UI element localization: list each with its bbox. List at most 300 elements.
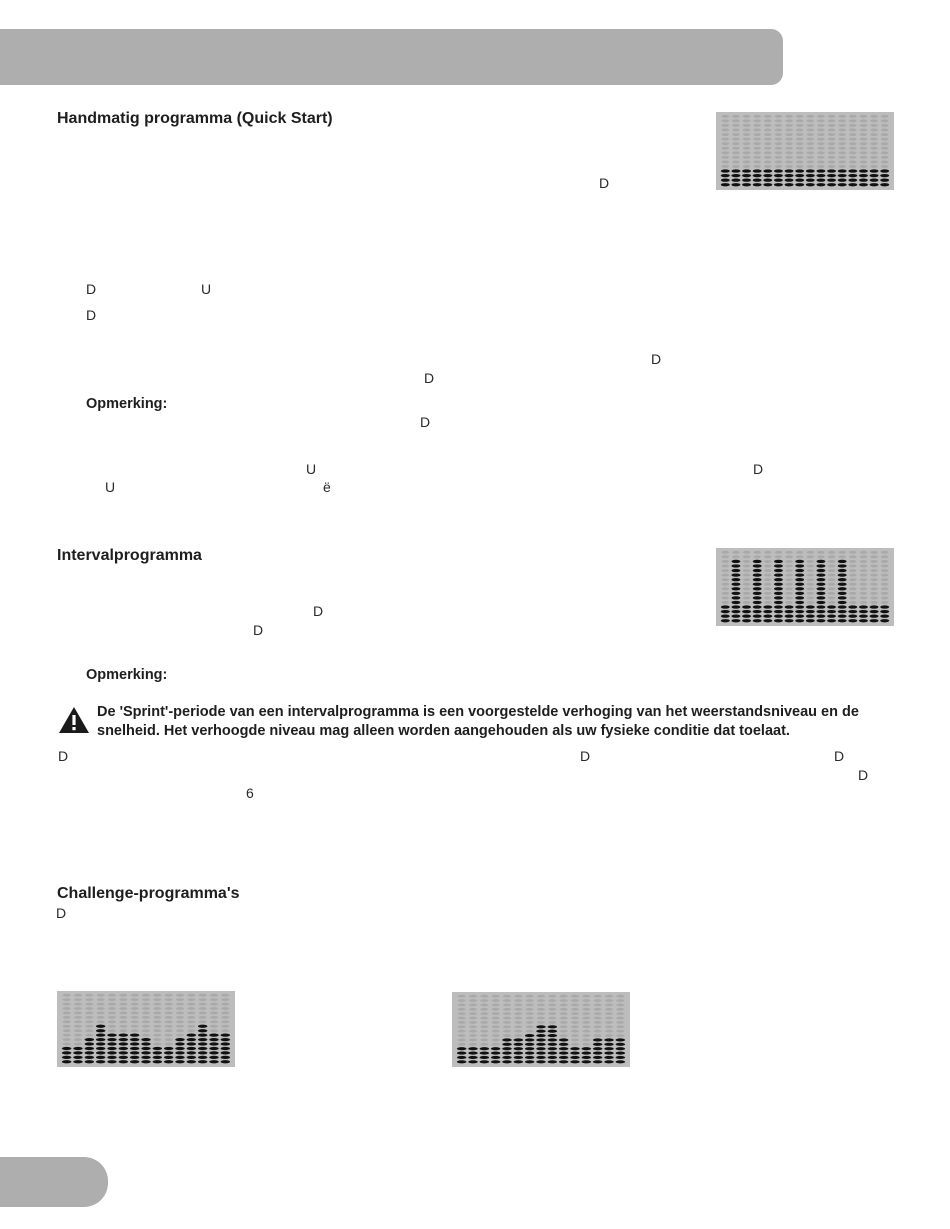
lcd-grid-dot	[142, 1003, 150, 1006]
lcd-grid-dot	[469, 995, 477, 998]
lcd-grid-dot	[849, 565, 857, 568]
lcd-grid-dot	[142, 998, 150, 1001]
lcd-grid-dot	[849, 583, 857, 586]
lcd-grid-dot	[743, 565, 751, 568]
lcd-grid-dot	[828, 156, 836, 159]
lcd-grid-dot	[743, 133, 751, 136]
lcd-lit-dot	[175, 1047, 185, 1050]
lcd-grid-dot	[153, 1007, 161, 1010]
lcd-grid-dot	[817, 115, 825, 118]
lcd-grid-dot	[785, 119, 793, 122]
lcd-grid-dot	[849, 551, 857, 554]
lcd-grid-dot	[97, 1003, 105, 1006]
lcd-grid-dot	[594, 1004, 602, 1007]
lcd-grid-dot	[743, 124, 751, 127]
lcd-lit-dot	[536, 1034, 546, 1037]
lcd-lit-dot	[785, 174, 794, 177]
lcd-grid-dot	[721, 160, 729, 163]
lcd-lit-dot	[502, 1051, 512, 1054]
lcd-grid-dot	[616, 1017, 624, 1020]
lcd-lit-dot	[559, 1047, 569, 1050]
profile-chart-challenge-2	[452, 992, 630, 1067]
lcd-grid-dot	[764, 119, 772, 122]
lcd-lit-dot	[164, 1056, 174, 1059]
text-fragment: D	[253, 622, 264, 638]
lcd-grid-dot	[458, 1012, 466, 1015]
lcd-grid-dot	[796, 160, 804, 163]
lcd-grid-dot	[775, 555, 783, 558]
lcd-grid-dot	[806, 583, 814, 586]
lcd-grid-dot	[806, 551, 814, 554]
lcd-lit-dot	[838, 605, 847, 608]
profile-chart-challenge-1	[57, 991, 235, 1067]
lcd-lit-dot	[107, 1056, 117, 1059]
lcd-lit-dot	[73, 1060, 83, 1063]
lcd-lit-dot	[870, 169, 879, 172]
lcd-grid-dot	[480, 1008, 488, 1011]
lcd-lit-dot	[795, 174, 804, 177]
lcd-grid-dot	[881, 115, 889, 118]
lcd-lit-dot	[209, 1060, 219, 1063]
lcd-grid-dot	[753, 142, 761, 145]
lcd-grid-dot	[153, 998, 161, 1001]
lcd-grid-dot	[817, 156, 825, 159]
lcd-grid-dot	[806, 555, 814, 558]
lcd-grid-dot	[806, 565, 814, 568]
lcd-lit-dot	[838, 179, 847, 182]
lcd-grid-dot	[560, 1021, 568, 1024]
lcd-grid-dot	[605, 999, 613, 1002]
lcd-lit-dot	[816, 174, 825, 177]
lcd-grid-dot	[849, 119, 857, 122]
lcd-grid-dot	[764, 151, 772, 154]
lcd-grid-dot	[849, 555, 857, 558]
lcd-grid-dot	[881, 574, 889, 577]
lcd-lit-dot	[859, 174, 868, 177]
lcd-grid-dot	[870, 124, 878, 127]
lcd-grid-dot	[221, 1029, 229, 1032]
lcd-grid-dot	[849, 587, 857, 590]
lcd-grid-dot	[817, 138, 825, 141]
lcd-grid-dot	[828, 129, 836, 132]
lcd-lit-dot	[753, 560, 762, 563]
lcd-lit-dot	[164, 1051, 174, 1054]
lcd-grid-dot	[85, 1025, 93, 1028]
lcd-grid-dot	[85, 994, 93, 997]
lcd-lit-dot	[816, 605, 825, 608]
lcd-grid-dot	[870, 565, 878, 568]
lcd-lit-dot	[593, 1047, 603, 1050]
lcd-grid-dot	[199, 994, 207, 997]
lcd-grid-dot	[514, 1034, 522, 1037]
lcd-lit-dot	[153, 1060, 163, 1063]
lcd-lit-dot	[491, 1047, 501, 1050]
lcd-grid-dot	[721, 560, 729, 563]
lcd-lit-dot	[130, 1051, 140, 1054]
lcd-lit-dot	[870, 615, 879, 618]
lcd-lit-dot	[742, 605, 751, 608]
lcd-lit-dot	[774, 564, 783, 567]
lcd-lit-dot	[468, 1056, 478, 1059]
lcd-grid-dot	[796, 129, 804, 132]
lcd-lit-dot	[502, 1038, 512, 1041]
lcd-lit-dot	[827, 183, 836, 186]
lcd-lit-dot	[187, 1060, 197, 1063]
lcd-grid-dot	[582, 1030, 590, 1033]
lcd-lit-dot	[795, 592, 804, 595]
lcd-lit-dot	[848, 179, 857, 182]
lcd-lit-dot	[763, 183, 772, 186]
lcd-grid-dot	[743, 156, 751, 159]
lcd-grid-dot	[548, 999, 556, 1002]
lcd-lit-dot	[870, 610, 879, 613]
lcd-lit-dot	[806, 183, 815, 186]
lcd-lit-dot	[721, 174, 730, 177]
lcd-lit-dot	[221, 1060, 231, 1063]
lcd-lit-dot	[838, 619, 847, 622]
lcd-grid-dot	[594, 1025, 602, 1028]
lcd-grid-dot	[753, 119, 761, 122]
lcd-grid-dot	[881, 142, 889, 145]
lcd-grid-dot	[817, 147, 825, 150]
lcd-grid-dot	[108, 1025, 116, 1028]
lcd-grid-dot	[764, 578, 772, 581]
lcd-grid-dot	[210, 1003, 218, 1006]
lcd-grid-dot	[806, 165, 814, 168]
lcd-grid-dot	[881, 147, 889, 150]
lcd-grid-dot	[142, 1029, 150, 1032]
lcd-lit-dot	[582, 1047, 592, 1050]
lcd-grid-dot	[514, 995, 522, 998]
lcd-lit-dot	[593, 1056, 603, 1059]
lcd-grid-dot	[817, 160, 825, 163]
lcd-lit-dot	[838, 615, 847, 618]
lcd-grid-dot	[108, 1020, 116, 1023]
lcd-lit-dot	[198, 1034, 208, 1037]
lcd-grid-dot	[870, 133, 878, 136]
lcd-lit-dot	[559, 1038, 569, 1041]
lcd-grid-dot	[526, 995, 534, 998]
lcd-grid-dot	[605, 1008, 613, 1011]
lcd-grid-dot	[605, 1021, 613, 1024]
lcd-grid-dot	[860, 160, 868, 163]
lcd-lit-dot	[880, 615, 889, 618]
lcd-grid-dot	[881, 160, 889, 163]
lcd-lit-dot	[795, 560, 804, 563]
lcd-lit-dot	[721, 619, 730, 622]
lcd-grid-dot	[131, 1025, 139, 1028]
lcd-grid-dot	[582, 1039, 590, 1042]
lcd-lit-dot	[753, 573, 762, 576]
lcd-lit-dot	[548, 1025, 558, 1028]
lcd-grid-dot	[743, 596, 751, 599]
lcd-lit-dot	[209, 1047, 219, 1050]
lcd-grid-dot	[142, 1025, 150, 1028]
lcd-grid-dot	[870, 147, 878, 150]
lcd-lit-dot	[785, 179, 794, 182]
lcd-grid-dot	[764, 565, 772, 568]
lcd-lit-dot	[62, 1051, 72, 1054]
lcd-grid-dot	[721, 151, 729, 154]
lcd-lit-dot	[870, 619, 879, 622]
lcd-grid-dot	[806, 578, 814, 581]
text-fragment: U	[306, 461, 317, 477]
lcd-grid-dot	[548, 1017, 556, 1020]
lcd-lit-dot	[859, 619, 868, 622]
lcd-lit-dot	[548, 1051, 558, 1054]
lcd-lit-dot	[731, 174, 740, 177]
lcd-grid-dot	[605, 1017, 613, 1020]
lcd-grid-dot	[732, 115, 740, 118]
lcd-grid-dot	[514, 1017, 522, 1020]
lcd-grid-dot	[176, 1029, 184, 1032]
lcd-grid-dot	[870, 160, 878, 163]
lcd-grid-dot	[605, 995, 613, 998]
lcd-grid-dot	[849, 138, 857, 141]
lcd-grid-dot	[860, 574, 868, 577]
lcd-grid-dot	[817, 124, 825, 127]
lcd-lit-dot	[816, 610, 825, 613]
lcd-lit-dot	[731, 605, 740, 608]
lcd-grid-dot	[582, 1017, 590, 1020]
lcd-lit-dot	[525, 1038, 535, 1041]
lcd-grid-dot	[131, 1012, 139, 1015]
lcd-lit-dot	[721, 615, 730, 618]
lcd-grid-dot	[74, 1038, 82, 1041]
lcd-lit-dot	[119, 1034, 129, 1037]
lcd-lit-dot	[525, 1034, 535, 1037]
lcd-grid-dot	[870, 551, 878, 554]
lcd-grid-dot	[806, 569, 814, 572]
lcd-lit-dot	[731, 573, 740, 576]
lcd-lit-dot	[753, 615, 762, 618]
lcd-lit-dot	[107, 1042, 117, 1045]
lcd-grid-dot	[817, 151, 825, 154]
lcd-grid-dot	[775, 551, 783, 554]
lcd-grid-dot	[221, 1025, 229, 1028]
lcd-lit-dot	[153, 1047, 163, 1050]
lcd-lit-dot	[806, 179, 815, 182]
lcd-lit-dot	[753, 578, 762, 581]
lcd-lit-dot	[221, 1047, 231, 1050]
lcd-grid-dot	[480, 1034, 488, 1037]
lcd-grid-dot	[785, 601, 793, 604]
lcd-grid-dot	[753, 129, 761, 132]
text-fragment: ë	[323, 479, 331, 495]
lcd-lit-dot	[457, 1051, 467, 1054]
lcd-grid-dot	[828, 124, 836, 127]
lcd-lit-dot	[198, 1029, 208, 1032]
lcd-grid-dot	[582, 1025, 590, 1028]
lcd-lit-dot	[753, 587, 762, 590]
lcd-lit-dot	[491, 1060, 501, 1063]
lcd-grid-dot	[764, 147, 772, 150]
lcd-grid-dot	[828, 601, 836, 604]
lcd-lit-dot	[880, 174, 889, 177]
lcd-grid-dot	[108, 1016, 116, 1019]
lcd-grid-dot	[775, 160, 783, 163]
lcd-grid-dot	[63, 998, 71, 1001]
lcd-grid-dot	[870, 129, 878, 132]
lcd-lit-dot	[457, 1060, 467, 1063]
lcd-grid-dot	[721, 138, 729, 141]
lcd-lit-dot	[838, 601, 847, 604]
lcd-grid-dot	[796, 119, 804, 122]
lcd-grid-dot	[828, 565, 836, 568]
lcd-grid-dot	[514, 1021, 522, 1024]
lcd-grid-dot	[492, 995, 500, 998]
lcd-grid-dot	[85, 1016, 93, 1019]
lcd-grid-dot	[210, 1016, 218, 1019]
lcd-grid-dot	[881, 578, 889, 581]
lcd-lit-dot	[816, 615, 825, 618]
lcd-grid-dot	[526, 999, 534, 1002]
lcd-grid-dot	[860, 151, 868, 154]
lcd-grid-dot	[526, 1025, 534, 1028]
lcd-grid-dot	[806, 115, 814, 118]
lcd-lit-dot	[795, 564, 804, 567]
lcd-lit-dot	[221, 1038, 231, 1041]
text-fragment: D	[599, 175, 610, 191]
lcd-grid-dot	[881, 565, 889, 568]
lcd-lit-dot	[753, 610, 762, 613]
lcd-grid-dot	[142, 1016, 150, 1019]
lcd-lit-dot	[548, 1043, 558, 1046]
lcd-grid-dot	[480, 1017, 488, 1020]
lcd-grid-dot	[785, 115, 793, 118]
lcd-lit-dot	[96, 1042, 106, 1045]
lcd-grid-dot	[753, 133, 761, 136]
text-fragment: D	[58, 748, 69, 764]
lcd-lit-dot	[593, 1051, 603, 1054]
lcd-lit-dot	[570, 1060, 580, 1063]
lcd-lit-dot	[774, 596, 783, 599]
lcd-grid-dot	[458, 1021, 466, 1024]
lcd-lit-dot	[536, 1025, 546, 1028]
lcd-grid-dot	[806, 156, 814, 159]
lcd-grid-dot	[480, 1030, 488, 1033]
lcd-lit-dot	[870, 179, 879, 182]
lcd-grid-dot	[870, 587, 878, 590]
lcd-grid-dot	[571, 1012, 579, 1015]
lcd-lit-dot	[198, 1025, 208, 1028]
lcd-grid-dot	[560, 1004, 568, 1007]
lcd-grid-dot	[775, 129, 783, 132]
lcd-grid-dot	[605, 1004, 613, 1007]
lcd-grid-dot	[594, 1012, 602, 1015]
lcd-grid-dot	[764, 551, 772, 554]
lcd-grid-dot	[881, 119, 889, 122]
lcd-grid-dot	[870, 142, 878, 145]
lcd-grid-dot	[210, 1029, 218, 1032]
lcd-grid-dot	[881, 560, 889, 563]
lcd-lit-dot	[96, 1034, 106, 1037]
lcd-grid-dot	[870, 569, 878, 572]
lcd-grid-dot	[753, 124, 761, 127]
lcd-grid-dot	[881, 133, 889, 136]
lcd-grid-dot	[828, 592, 836, 595]
lcd-lit-dot	[62, 1060, 72, 1063]
lcd-grid-dot	[108, 994, 116, 997]
lcd-lit-dot	[96, 1047, 106, 1050]
lcd-grid-dot	[153, 1043, 161, 1046]
lcd-grid-dot	[828, 583, 836, 586]
lcd-lit-dot	[870, 183, 879, 186]
lcd-lit-dot	[721, 169, 730, 172]
text-fragment: D	[313, 603, 324, 619]
lcd-grid-dot	[743, 560, 751, 563]
lcd-grid-dot	[537, 1008, 545, 1011]
lcd-grid-dot	[753, 147, 761, 150]
lcd-lit-dot	[731, 569, 740, 572]
lcd-lit-dot	[827, 615, 836, 618]
lcd-lit-dot	[514, 1056, 524, 1059]
lcd-grid-dot	[165, 994, 173, 997]
lcd-grid-dot	[732, 165, 740, 168]
lcd-grid-dot	[548, 995, 556, 998]
lcd-grid-dot	[860, 124, 868, 127]
lcd-lit-dot	[795, 605, 804, 608]
lcd-grid-dot	[616, 1034, 624, 1037]
lcd-lit-dot	[785, 615, 794, 618]
text-fragment: U	[105, 479, 116, 495]
lcd-grid-dot	[594, 995, 602, 998]
lcd-grid-dot	[775, 119, 783, 122]
lcd-grid-dot	[828, 151, 836, 154]
lcd-grid-dot	[142, 1012, 150, 1015]
lcd-grid-dot	[165, 1034, 173, 1037]
lcd-grid-dot	[560, 1017, 568, 1020]
lcd-lit-dot	[827, 610, 836, 613]
lcd-lit-dot	[548, 1030, 558, 1033]
lcd-grid-dot	[616, 999, 624, 1002]
lcd-grid-dot	[526, 1021, 534, 1024]
lcd-lit-dot	[73, 1056, 83, 1059]
lcd-lit-dot	[175, 1042, 185, 1045]
lcd-lit-dot	[838, 569, 847, 572]
lcd-grid-dot	[764, 142, 772, 145]
lcd-lit-dot	[85, 1047, 95, 1050]
lcd-grid-dot	[63, 1016, 71, 1019]
lcd-lit-dot	[130, 1060, 140, 1063]
lcd-grid-dot	[860, 596, 868, 599]
lcd-grid-dot	[571, 1043, 579, 1046]
lcd-grid-dot	[743, 601, 751, 604]
lcd-grid-dot	[199, 1003, 207, 1006]
lcd-grid-dot	[514, 999, 522, 1002]
lcd-lit-dot	[731, 183, 740, 186]
lcd-grid-dot	[571, 1008, 579, 1011]
lcd-lit-dot	[85, 1042, 95, 1045]
lcd-lit-dot	[848, 183, 857, 186]
lcd-grid-dot	[732, 124, 740, 127]
lcd-grid-dot	[221, 1012, 229, 1015]
lcd-lit-dot	[795, 601, 804, 604]
lcd-lit-dot	[774, 569, 783, 572]
lcd-grid-dot	[119, 1016, 127, 1019]
lcd-grid-dot	[526, 1004, 534, 1007]
lcd-lit-dot	[774, 583, 783, 586]
lcd-lit-dot	[816, 560, 825, 563]
lcd-lit-dot	[816, 592, 825, 595]
heading-interval: Intervalprogramma	[57, 547, 202, 564]
lcd-grid-dot	[63, 1029, 71, 1032]
lcd-lit-dot	[221, 1034, 231, 1037]
lcd-lit-dot	[731, 179, 740, 182]
lcd-grid-dot	[838, 142, 846, 145]
lcd-lit-dot	[187, 1056, 197, 1059]
lcd-grid-dot	[571, 1017, 579, 1020]
